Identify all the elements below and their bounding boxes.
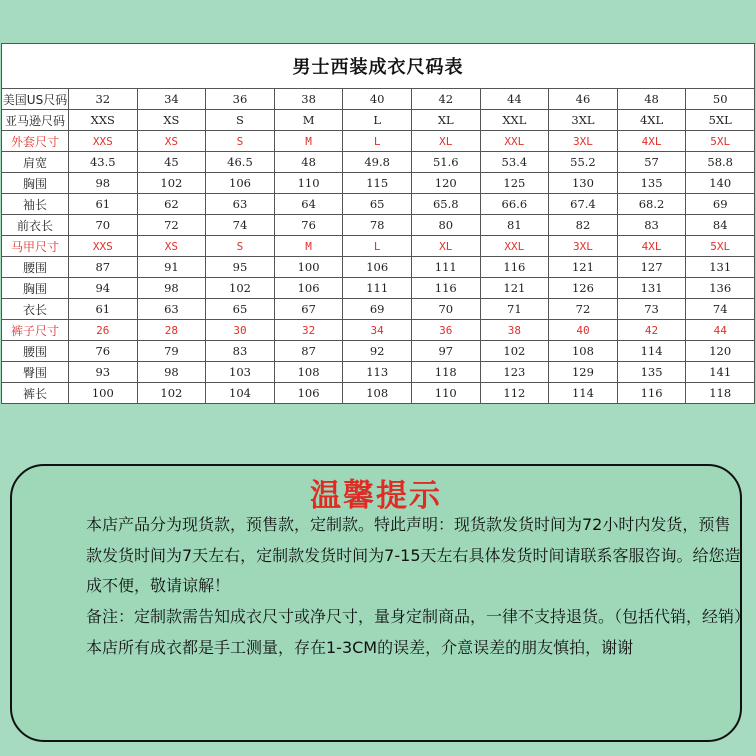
table-cell: XL: [411, 110, 480, 131]
table-cell: 34: [137, 89, 206, 110]
table-cell: 136: [686, 278, 755, 299]
table-cell: 102: [206, 278, 275, 299]
row-label: 胸围: [2, 278, 69, 299]
table-cell: 70: [69, 215, 138, 236]
table-cell: 111: [343, 278, 412, 299]
table-cell: 131: [686, 257, 755, 278]
table-cell: XS: [137, 110, 206, 131]
table-cell: 87: [69, 257, 138, 278]
table-cell: 131: [617, 278, 686, 299]
table-cell: 34: [343, 320, 412, 341]
table-cell: 106: [274, 278, 343, 299]
table-cell: 46.5: [206, 152, 275, 173]
table-row: [2, 320, 755, 341]
table-cell: 65: [206, 299, 275, 320]
table-cell: 135: [617, 362, 686, 383]
table-cell: 74: [686, 299, 755, 320]
table-row: [2, 215, 755, 236]
table-cell: 106: [274, 383, 343, 404]
table-cell: S: [206, 236, 275, 257]
table-cell: 69: [343, 299, 412, 320]
table-cell: 83: [617, 215, 686, 236]
table-cell: 30: [206, 320, 275, 341]
table-cell: 61: [69, 299, 138, 320]
table-cell: 57: [617, 152, 686, 173]
row-label: 外套尺寸: [2, 131, 69, 152]
table-cell: 49.8: [343, 152, 412, 173]
table-cell: 65: [343, 194, 412, 215]
table-cell: 36: [411, 320, 480, 341]
table-cell: M: [274, 236, 343, 257]
table-cell: 63: [137, 299, 206, 320]
table-cell: 102: [137, 173, 206, 194]
table-cell: L: [343, 236, 412, 257]
table-cell: M: [274, 110, 343, 131]
table-cell: 87: [274, 341, 343, 362]
table-cell: 112: [480, 383, 549, 404]
table-cell: 48: [274, 152, 343, 173]
table-cell: 40: [343, 89, 412, 110]
table-cell: 129: [549, 362, 618, 383]
row-label: 袖长: [2, 194, 69, 215]
table-cell: 93: [69, 362, 138, 383]
table-cell: XL: [411, 236, 480, 257]
table-cell: 108: [343, 383, 412, 404]
table-cell: 5XL: [686, 236, 755, 257]
table-row: [2, 173, 755, 194]
table-cell: 123: [480, 362, 549, 383]
table-cell: 103: [206, 362, 275, 383]
table-cell: 3XL: [549, 131, 618, 152]
table-cell: 106: [343, 257, 412, 278]
table-cell: 58.8: [686, 152, 755, 173]
table-cell: 95: [206, 257, 275, 278]
table-cell: S: [206, 131, 275, 152]
table-cell: 76: [69, 341, 138, 362]
row-label: 肩宽: [2, 152, 69, 173]
table-row: [2, 110, 755, 131]
table-cell: 4XL: [617, 236, 686, 257]
table-cell: 43.5: [69, 152, 138, 173]
table-cell: 130: [549, 173, 618, 194]
table-cell: 83: [206, 341, 275, 362]
table-cell: 108: [274, 362, 343, 383]
table-cell: 110: [411, 383, 480, 404]
row-label: 美国US尺码: [2, 89, 69, 110]
table-cell: 97: [411, 341, 480, 362]
table-cell: M: [274, 131, 343, 152]
table-cell: 32: [69, 89, 138, 110]
size-chart-table: [1, 43, 755, 404]
table-cell: 121: [549, 257, 618, 278]
table-cell: 80: [411, 215, 480, 236]
table-cell: 40: [549, 320, 618, 341]
table-cell: 120: [686, 341, 755, 362]
table-cell: 114: [617, 341, 686, 362]
notice-title: 温馨提示: [310, 478, 442, 514]
table-row: [2, 236, 755, 257]
table-cell: 4XL: [617, 131, 686, 152]
table-cell: L: [343, 110, 412, 131]
table-cell: 32: [274, 320, 343, 341]
table-row: [2, 89, 755, 110]
row-label: 腰围: [2, 341, 69, 362]
table-row: [2, 362, 755, 383]
table-cell: 98: [69, 173, 138, 194]
table-cell: 71: [480, 299, 549, 320]
table-row: [2, 383, 755, 404]
table-cell: XXL: [480, 131, 549, 152]
table-cell: 46: [549, 89, 618, 110]
table-cell: 62: [137, 194, 206, 215]
table-cell: 94: [69, 278, 138, 299]
notice-paragraph-remarks: 备注：定制款需告知成衣尺寸或净尺寸，量身定制商品，一律不支持退货。（包括代销，经销）本店所有成衣都是手工测量，存在1-3CM的误差，介意误差的朋友慎拍，谢谢: [86, 607, 743, 657]
table-cell: 72: [137, 215, 206, 236]
notice-paragraph-shipping: 本店产品分为现货款，预售款，定制款。特此声明：现货款发货时间为72小时内发货，预售款发货时间为7天左右，定制款发货时间为7-15天左右具体发货时间请联系客服咨询。给您造成不便，敬请谅解！: [86, 515, 741, 595]
table-cell: 74: [206, 215, 275, 236]
table-cell: 67: [274, 299, 343, 320]
table-cell: 63: [206, 194, 275, 215]
table-cell: 55.2: [549, 152, 618, 173]
warm-tip-box: [10, 464, 742, 742]
table-cell: 48: [617, 89, 686, 110]
table-cell: 111: [411, 257, 480, 278]
table-cell: 44: [480, 89, 549, 110]
table-cell: 45: [137, 152, 206, 173]
table-cell: XS: [137, 236, 206, 257]
table-cell: 120: [411, 173, 480, 194]
table-cell: XXS: [69, 131, 138, 152]
table-cell: XXL: [480, 236, 549, 257]
table-cell: 126: [549, 278, 618, 299]
table-cell: 42: [617, 320, 686, 341]
table-cell: 116: [480, 257, 549, 278]
row-label: 臀围: [2, 362, 69, 383]
table-cell: 82: [549, 215, 618, 236]
row-label: 衣长: [2, 299, 69, 320]
table-cell: XL: [411, 131, 480, 152]
table-cell: 114: [549, 383, 618, 404]
table-cell: 50: [686, 89, 755, 110]
table-cell: 106: [206, 173, 275, 194]
table-row: [2, 194, 755, 215]
table-title-row: [2, 44, 755, 89]
table-cell: 141: [686, 362, 755, 383]
table-cell: 121: [480, 278, 549, 299]
table-cell: 104: [206, 383, 275, 404]
table-cell: 4XL: [617, 110, 686, 131]
table-cell: 68.2: [617, 194, 686, 215]
table-cell: 36: [206, 89, 275, 110]
table-cell: 3XL: [549, 236, 618, 257]
table-cell: 73: [617, 299, 686, 320]
table-cell: 113: [343, 362, 412, 383]
table-cell: 102: [137, 383, 206, 404]
table-cell: 38: [480, 320, 549, 341]
table-row: [2, 341, 755, 362]
table-cell: 78: [343, 215, 412, 236]
table-cell: 67.4: [549, 194, 618, 215]
table-row: [2, 152, 755, 173]
table-cell: 116: [617, 383, 686, 404]
table-cell: 81: [480, 215, 549, 236]
row-label: 前衣长: [2, 215, 69, 236]
table-cell: 64: [274, 194, 343, 215]
table-cell: 91: [137, 257, 206, 278]
table-cell: 84: [686, 215, 755, 236]
table-cell: 26: [69, 320, 138, 341]
table-cell: S: [206, 110, 275, 131]
table-cell: 51.6: [411, 152, 480, 173]
table-row: [2, 278, 755, 299]
row-label: 腰围: [2, 257, 69, 278]
table-cell: 98: [137, 362, 206, 383]
table-title: 男士西装成衣尺码表: [2, 44, 755, 89]
table-cell: 79: [137, 341, 206, 362]
row-label: 裤子尺寸: [2, 320, 69, 341]
row-label: 马甲尺寸: [2, 236, 69, 257]
table-cell: 72: [549, 299, 618, 320]
table-row: [2, 257, 755, 278]
table-cell: 118: [411, 362, 480, 383]
table-cell: 42: [411, 89, 480, 110]
table-cell: 108: [549, 341, 618, 362]
table-cell: 140: [686, 173, 755, 194]
table-cell: XXL: [480, 110, 549, 131]
table-row: [2, 131, 755, 152]
table-cell: 127: [617, 257, 686, 278]
table-cell: 98: [137, 278, 206, 299]
table-cell: XXS: [69, 110, 138, 131]
table-cell: 61: [69, 194, 138, 215]
table-cell: XS: [137, 131, 206, 152]
table-cell: 116: [411, 278, 480, 299]
table-cell: 100: [69, 383, 138, 404]
table-cell: 38: [274, 89, 343, 110]
table-cell: 92: [343, 341, 412, 362]
table-cell: 125: [480, 173, 549, 194]
table-cell: 100: [274, 257, 343, 278]
table-cell: 5XL: [686, 110, 755, 131]
table-cell: 28: [137, 320, 206, 341]
table-cell: 110: [274, 173, 343, 194]
table-cell: 69: [686, 194, 755, 215]
row-label: 裤长: [2, 383, 69, 404]
table-cell: 70: [411, 299, 480, 320]
table-cell: 76: [274, 215, 343, 236]
row-label: 亚马逊尺码: [2, 110, 69, 131]
table-cell: 66.6: [480, 194, 549, 215]
table-cell: L: [343, 131, 412, 152]
table-cell: XXS: [69, 236, 138, 257]
table-cell: 65.8: [411, 194, 480, 215]
table-cell: 102: [480, 341, 549, 362]
table-row: [2, 299, 755, 320]
table-cell: 135: [617, 173, 686, 194]
table-cell: 5XL: [686, 131, 755, 152]
table-cell: 44: [686, 320, 755, 341]
table-cell: 3XL: [549, 110, 618, 131]
table-cell: 53.4: [480, 152, 549, 173]
row-label: 胸围: [2, 173, 69, 194]
table-cell: 115: [343, 173, 412, 194]
table-cell: 118: [686, 383, 755, 404]
